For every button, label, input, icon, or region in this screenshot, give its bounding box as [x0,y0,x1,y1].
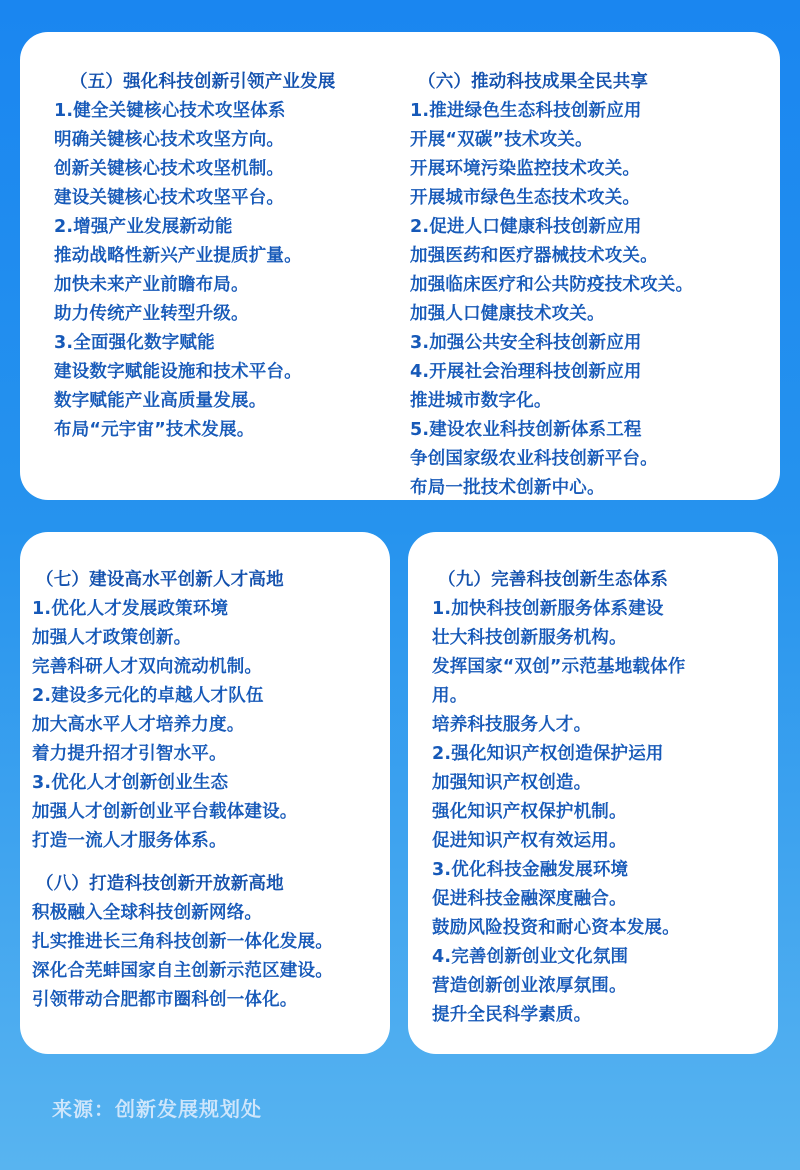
list-item: 用。 [432,686,468,706]
list-item: 3.优化人才创新创业生态 [32,773,229,793]
list-item: 培养科技服务人才。 [432,715,592,735]
list-item: 加强医药和医疗器械技术攻关。 [410,246,658,266]
list-item: 建设关键核心技术攻坚平台。 [54,188,285,208]
section-5-heading: （五）强化科技创新引领产业发展 [70,72,336,92]
list-item: 促进知识产权有效运用。 [432,831,627,851]
list-item: 促进科技金融深度融合。 [432,889,627,909]
list-item: 完善科研人才双向流动机制。 [32,657,263,677]
list-item: 争创国家级农业科技创新平台。 [410,449,658,469]
list-item: 开展城市绿色生态技术攻关。 [410,188,641,208]
list-item: 数字赋能产业高质量发展。 [54,391,267,411]
list-item: 壮大科技创新服务机构。 [432,628,627,648]
list-item: 明确关键核心技术攻坚方向。 [54,130,285,150]
list-item: 加强知识产权创造。 [432,773,592,793]
right-card [408,532,778,1054]
list-item: 加强人才政策创新。 [32,628,192,648]
list-item: 1.加快科技创新服务体系建设 [432,599,664,619]
list-item: 深化合芜蚌国家自主创新示范区建设。 [32,961,333,981]
section-8-heading: （八）打造科技创新开放新高地 [36,874,284,894]
left-card [20,532,390,1054]
list-item: 推进城市数字化。 [410,391,552,411]
section-6-heading: （六）推动科技成果全民共享 [418,72,649,92]
list-item: 提升全民科学素质。 [432,1005,592,1025]
list-item: 2.建设多元化的卓越人才队伍 [32,686,264,706]
list-item: 2.增强产业发展新动能 [54,217,233,237]
list-item: 加大高水平人才培养力度。 [32,715,245,735]
list-item: 创新关键核心技术攻坚机制。 [54,159,285,179]
list-item: 加强人口健康技术攻关。 [410,304,605,324]
list-item: 引领带动合肥都市圈科创一体化。 [32,990,298,1010]
list-item: 加强临床医疗和公共防疫技术攻关。 [410,275,694,295]
list-item: 发挥国家“双创”示范基地载体作 [432,657,686,677]
list-item: 助力传统产业转型升级。 [54,304,249,324]
list-item: 4.开展社会治理科技创新应用 [410,362,642,382]
section-6 [410,68,693,503]
list-item: 加快未来产业前瞻布局。 [54,275,249,295]
list-item: 开展环境污染监控技术攻关。 [410,159,641,179]
top-card [20,32,780,500]
list-item: 营造创新创业浓厚氛围。 [432,976,627,996]
list-item: 3.全面强化数字赋能 [54,333,215,353]
list-item: 布局一批技术创新中心。 [410,478,605,498]
list-item: 鼓励风险投资和耐心资本发展。 [432,918,680,938]
list-item: 着力提升招才引智水平。 [32,744,227,764]
section-5 [54,68,336,445]
list-item: 2.促进人口健康科技创新应用 [410,217,642,237]
list-item: 推动战略性新兴产业提质扩量。 [54,246,302,266]
section-9-heading: （九）完善科技创新生态体系 [438,570,669,590]
list-item: 1.健全关键核心技术攻坚体系 [54,101,286,121]
section-7 [32,566,333,1015]
list-item: 5.建设农业科技创新体系工程 [410,420,642,440]
list-item: 布局“元宇宙”技术发展。 [54,420,255,440]
list-item: 3.加强公共安全科技创新应用 [410,333,642,353]
list-item: 打造一流人才服务体系。 [32,831,227,851]
list-item: 开展“双碳”技术攻关。 [410,130,593,150]
section-9 [432,566,686,1030]
list-item: 1.优化人才发展政策环境 [32,599,229,619]
list-item: 2.强化知识产权创造保护运用 [432,744,664,764]
list-item: 扎实推进长三角科技创新一体化发展。 [32,932,333,952]
list-item: 1.推进绿色生态科技创新应用 [410,101,642,121]
list-item: 4.完善创新创业文化氛围 [432,947,629,967]
list-item: 3.优化科技金融发展环境 [432,860,629,880]
list-item: 加强人才创新创业平台载体建设。 [32,802,298,822]
list-item: 建设数字赋能设施和技术平台。 [54,362,302,382]
list-item: 强化知识产权保护机制。 [432,802,627,822]
source-caption: 来源：创新发展规划处 [52,1097,262,1121]
list-item: 积极融入全球科技创新网络。 [32,903,263,923]
section-7-heading: （七）建设高水平创新人才高地 [36,570,284,590]
